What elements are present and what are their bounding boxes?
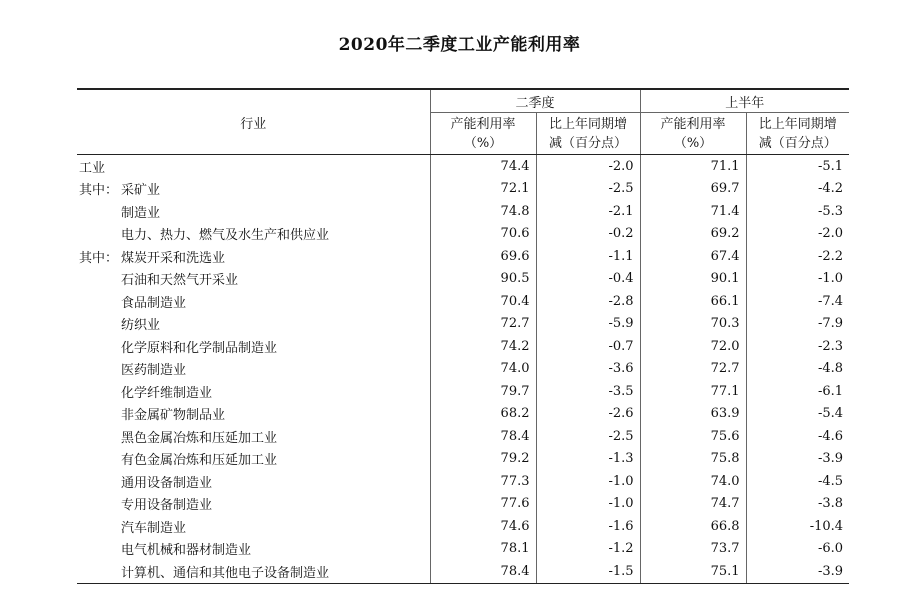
table-body (77, 155, 849, 584)
q2-change-cell: -2.0 (536, 155, 640, 178)
h1-rate-cell: 75.8 (640, 448, 746, 471)
h1-rate-cell: 75.6 (640, 425, 746, 448)
q2-change-header (536, 113, 640, 155)
industry-cell (77, 380, 430, 403)
q2-rate-cell: 74.6 (430, 515, 536, 538)
rate-header-line2: （%） (463, 135, 503, 151)
row-prefix: 其中： (79, 250, 119, 266)
industry-cell (77, 313, 430, 336)
industry-cell (77, 290, 430, 313)
industry-cell (77, 560, 430, 583)
table-row (77, 178, 849, 201)
h1-rate-header (640, 113, 746, 155)
q2-change-cell: -3.6 (536, 358, 640, 381)
industry-cell (77, 470, 430, 493)
change-header-line2: 减（百分点） (549, 135, 628, 151)
industry-cell (77, 200, 430, 223)
q2-rate-header (430, 113, 536, 155)
q2-rate-cell: 74.0 (430, 358, 536, 381)
industry-column-header: 行业 (77, 89, 430, 155)
h1-rate-cell: 71.1 (640, 155, 746, 178)
h1-rate-cell: 71.4 (640, 200, 746, 223)
industry-name: 汽车制造业 (121, 520, 187, 536)
h1-rate-cell: 72.0 (640, 335, 746, 358)
h1-rate-cell: 70.3 (640, 313, 746, 336)
h1-rate-cell: 69.7 (640, 178, 746, 201)
industry-name: 制造业 (121, 205, 161, 221)
h1-change-cell: -7.4 (746, 290, 849, 313)
q2-change-cell: -0.4 (536, 268, 640, 291)
table-row (77, 313, 849, 336)
industry-cell (77, 245, 430, 268)
q2-rate-cell: 70.4 (430, 290, 536, 313)
h1-change-cell: -4.6 (746, 425, 849, 448)
h1-change-cell: -5.3 (746, 200, 849, 223)
industry-name: 非金属矿物制品业 (121, 408, 226, 424)
table-row (77, 268, 849, 291)
h1-rate-cell: 72.7 (640, 358, 746, 381)
h1-change-cell: -5.1 (746, 155, 849, 178)
change-header-line2: 减（百分点） (758, 135, 837, 151)
q2-change-cell: -5.9 (536, 313, 640, 336)
h1-change-cell: -5.4 (746, 403, 849, 426)
q2-rate-cell: 69.6 (430, 245, 536, 268)
industry-name: 计算机、通信和其他电子设备制造业 (121, 565, 330, 581)
q2-change-cell: -2.5 (536, 178, 640, 201)
h1-change-cell: -3.9 (746, 560, 849, 583)
industry-name: 电气机械和器材制造业 (121, 543, 252, 559)
h1-change-cell: -6.1 (746, 380, 849, 403)
table-row (77, 200, 849, 223)
q2-rate-cell: 72.7 (430, 313, 536, 336)
q2-rate-cell: 77.3 (430, 470, 536, 493)
h1-rate-cell: 69.2 (640, 223, 746, 246)
h1-change-cell: -4.2 (746, 178, 849, 201)
h1-change-cell: -2.0 (746, 223, 849, 246)
h1-change-cell: -4.8 (746, 358, 849, 381)
industry-cell (77, 335, 430, 358)
industry-name: 纺织业 (121, 318, 161, 334)
industry-name: 通用设备制造业 (121, 475, 213, 491)
table-row (77, 358, 849, 381)
rate-header-line1: 产能利用率 (450, 116, 516, 132)
change-header-line1: 比上年同期增 (758, 116, 837, 132)
industry-cell (77, 493, 430, 516)
table-row (77, 425, 849, 448)
q2-rate-cell: 78.4 (430, 425, 536, 448)
h1-rate-cell: 77.1 (640, 380, 746, 403)
industry-name: 专用设备制造业 (121, 498, 213, 514)
q2-change-cell: -2.8 (536, 290, 640, 313)
industry-name: 黑色金属冶炼和压延加工业 (121, 430, 278, 446)
table-header (77, 89, 849, 155)
industry-name: 化学纤维制造业 (121, 385, 213, 401)
h1-rate-cell: 67.4 (640, 245, 746, 268)
table-row (77, 380, 849, 403)
h1-rate-cell: 75.1 (640, 560, 746, 583)
rate-header-line2: （%） (673, 135, 713, 151)
q2-rate-cell: 72.1 (430, 178, 536, 201)
h1-rate-cell: 90.1 (640, 268, 746, 291)
q2-rate-cell: 78.4 (430, 560, 536, 583)
industry-cell (77, 178, 430, 201)
table-row (77, 290, 849, 313)
q2-change-cell: -1.6 (536, 515, 640, 538)
q2-change-cell: -2.6 (536, 403, 640, 426)
industry-name: 化学原料和化学制品制造业 (121, 340, 278, 356)
industry-cell (77, 358, 430, 381)
h1-group-header: 上半年 (640, 89, 849, 113)
table-row (77, 448, 849, 471)
industry-cell (77, 448, 430, 471)
q2-change-cell: -2.5 (536, 425, 640, 448)
q2-change-cell: -0.7 (536, 335, 640, 358)
industry-cell (77, 425, 430, 448)
industry-cell (77, 515, 430, 538)
q2-rate-cell: 68.2 (430, 403, 536, 426)
capacity-utilization-table (77, 88, 849, 584)
h1-change-cell: -7.9 (746, 313, 849, 336)
h1-change-header (746, 113, 849, 155)
q2-change-cell: -2.1 (536, 200, 640, 223)
table-row (77, 493, 849, 516)
h1-change-cell: -2.3 (746, 335, 849, 358)
table-row (77, 245, 849, 268)
q2-rate-cell: 90.5 (430, 268, 536, 291)
q2-change-cell: -1.5 (536, 560, 640, 583)
industry-cell (77, 403, 430, 426)
q2-rate-cell: 79.7 (430, 380, 536, 403)
h1-rate-cell: 74.0 (640, 470, 746, 493)
q2-rate-cell: 70.6 (430, 223, 536, 246)
q2-group-header: 二季度 (430, 89, 640, 113)
industry-name: 电力、热力、燃气及水生产和供应业 (121, 228, 330, 244)
industry-cell (77, 538, 430, 561)
table-row (77, 515, 849, 538)
industry-cell (77, 268, 430, 291)
industry-cell (77, 155, 430, 178)
h1-change-cell: -1.0 (746, 268, 849, 291)
q2-rate-cell: 74.8 (430, 200, 536, 223)
q2-change-cell: -1.3 (536, 448, 640, 471)
table-row (77, 155, 849, 178)
industry-name: 煤炭开采和洗选业 (121, 250, 226, 266)
q2-rate-cell: 74.4 (430, 155, 536, 178)
q2-rate-cell: 78.1 (430, 538, 536, 561)
row-prefix: 其中： (79, 183, 119, 199)
h1-rate-cell: 74.7 (640, 493, 746, 516)
table-row (77, 335, 849, 358)
rate-header-line1: 产能利用率 (660, 116, 726, 132)
q2-rate-cell: 77.6 (430, 493, 536, 516)
table-row (77, 470, 849, 493)
industry-name: 采矿业 (121, 183, 161, 199)
q2-change-cell: -1.0 (536, 470, 640, 493)
q2-change-cell: -1.1 (536, 245, 640, 268)
industry-cell (77, 223, 430, 246)
h1-change-cell: -6.0 (746, 538, 849, 561)
h1-change-cell: -10.4 (746, 515, 849, 538)
page-title: 2020年二季度工业产能利用率 (338, 35, 581, 55)
h1-rate-cell: 63.9 (640, 403, 746, 426)
industry-name: 食品制造业 (121, 295, 187, 311)
q2-rate-cell: 74.2 (430, 335, 536, 358)
h1-change-cell: -2.2 (746, 245, 849, 268)
h1-change-cell: -3.8 (746, 493, 849, 516)
industry-name: 医药制造业 (121, 363, 187, 379)
table-row (77, 560, 849, 583)
h1-rate-cell: 73.7 (640, 538, 746, 561)
h1-rate-cell: 66.1 (640, 290, 746, 313)
table-row (77, 403, 849, 426)
industry-name: 工业 (79, 160, 106, 176)
q2-change-cell: -1.0 (536, 493, 640, 516)
h1-change-cell: -3.9 (746, 448, 849, 471)
table-row (77, 538, 849, 561)
h1-rate-cell: 66.8 (640, 515, 746, 538)
industry-name: 有色金属冶炼和压延加工业 (121, 453, 278, 469)
change-header-line1: 比上年同期增 (549, 116, 628, 132)
q2-change-cell: -0.2 (536, 223, 640, 246)
h1-change-cell: -4.5 (746, 470, 849, 493)
q2-rate-cell: 79.2 (430, 448, 536, 471)
q2-change-cell: -1.2 (536, 538, 640, 561)
q2-change-cell: -3.5 (536, 380, 640, 403)
table-row (77, 223, 849, 246)
industry-name: 石油和天然气开采业 (121, 273, 239, 289)
